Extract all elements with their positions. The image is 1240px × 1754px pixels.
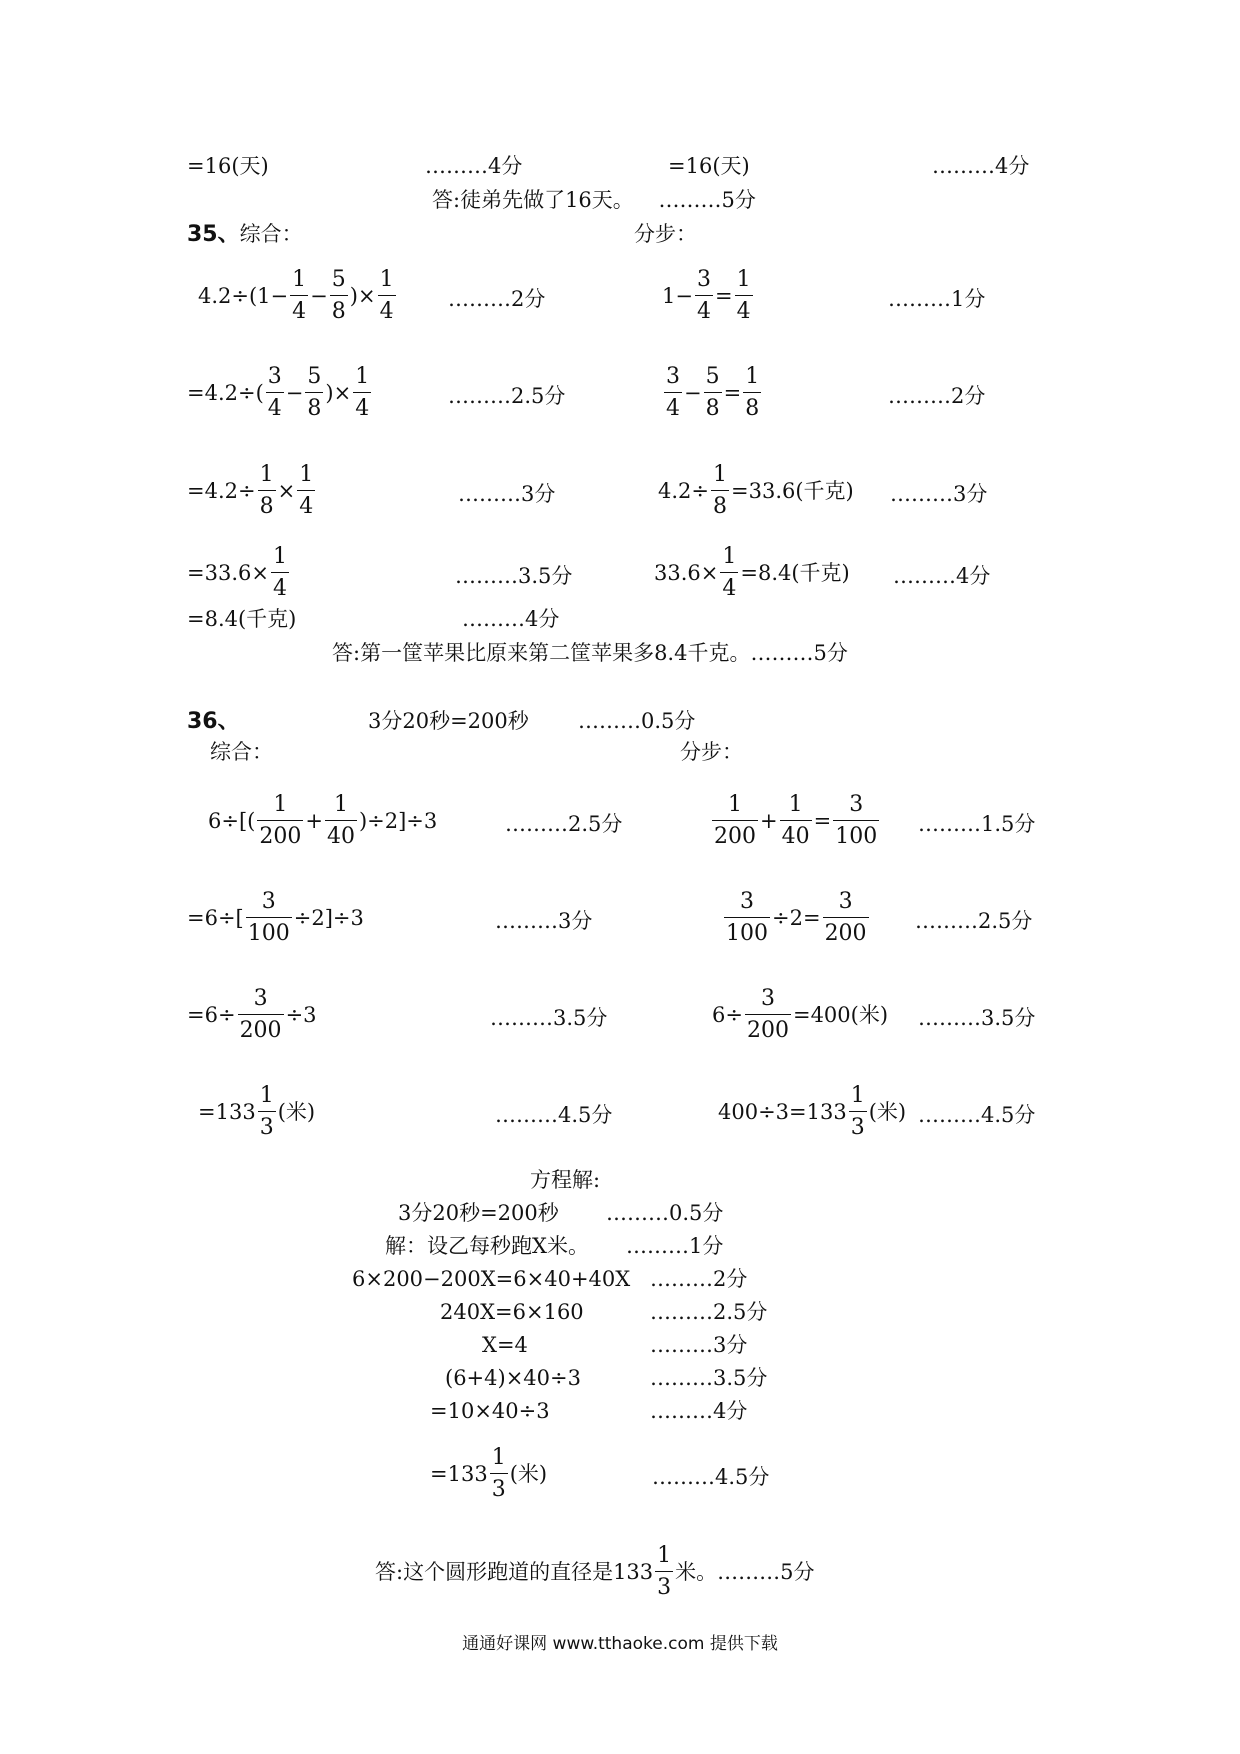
q36-left-title: 综合：	[210, 740, 273, 764]
q36-eq-score-1: ………0.5分	[606, 1201, 724, 1225]
expr-text: =4.2÷(	[187, 380, 264, 405]
q36-combined-score-2: ………3分	[495, 909, 593, 933]
q36-combined-line-1	[208, 793, 437, 849]
q35-combined-score-1: ………2分	[448, 287, 546, 311]
denominator: 200	[239, 1018, 282, 1044]
denominator: 100	[835, 824, 878, 850]
q35-combined-score-4: ………3.5分	[455, 564, 573, 588]
numerator: 3	[745, 987, 791, 1015]
numerator: 1	[258, 463, 276, 491]
q36-step-line-1	[710, 793, 881, 849]
expr-text: =400(米)	[792, 1002, 889, 1027]
q36-conversion: 3分20秒=200秒	[368, 709, 529, 733]
expr-text: 答:这个圆形跑道的直径是133	[375, 1559, 654, 1584]
fraction	[330, 268, 348, 324]
q36-eq-line-8	[430, 1446, 547, 1502]
q36-eq-line-1: 3分20秒=200秒	[398, 1201, 559, 1225]
numerator: 3	[664, 365, 682, 393]
denominator: 4	[292, 299, 307, 325]
q36-eq-score-4: ………2.5分	[650, 1300, 768, 1324]
fraction	[297, 463, 315, 519]
q35-combined-line-5: =8.4(千克)	[187, 607, 297, 631]
q34-result-left: =16(天)	[187, 154, 269, 178]
denominator: 4	[666, 396, 680, 422]
denominator: 8	[259, 494, 274, 520]
expr-text: (米)	[509, 1461, 548, 1486]
q35-combined-score-3: ………3分	[458, 482, 556, 506]
numerator: 1	[712, 793, 758, 821]
q35-header	[187, 224, 303, 246]
denominator: 100	[247, 921, 290, 947]
fraction	[258, 1084, 276, 1140]
expr-text: ÷2]÷3	[293, 905, 364, 930]
q34-answer-score: ………5分	[658, 188, 756, 212]
numerator: 1	[655, 1544, 673, 1572]
q36-answer	[375, 1544, 815, 1600]
q36-eq-score-5: ………3分	[650, 1333, 748, 1357]
fraction	[833, 793, 879, 849]
q36-eq-line-6: (6+4)×40÷3	[445, 1366, 581, 1390]
q36-right-title: 分步：	[680, 740, 743, 764]
numerator: 1	[325, 793, 357, 821]
numerator: 1	[720, 545, 738, 573]
q35-step-line-2	[662, 365, 763, 421]
numerator: 1	[353, 365, 371, 393]
expr-text: 33.6×	[654, 560, 719, 585]
fraction	[712, 793, 758, 849]
q36-step-line-2	[722, 890, 871, 946]
q36-step-score-4: ………4.5分	[918, 1103, 1036, 1127]
denominator: 8	[713, 494, 727, 520]
fraction	[266, 365, 284, 421]
numerator: 1	[290, 268, 308, 296]
fraction	[353, 365, 371, 421]
numerator: 3	[695, 268, 713, 296]
operator: +	[760, 808, 778, 833]
fraction	[257, 793, 303, 849]
expr-text: 米。………5分	[675, 1559, 815, 1584]
q35-combined-line-3	[187, 463, 317, 519]
expr-text: =6÷	[187, 1002, 236, 1027]
fraction	[743, 365, 761, 421]
denominator: 3	[657, 1575, 672, 1601]
q36-combined-score-1: ………2.5分	[505, 812, 623, 836]
fraction	[325, 793, 357, 849]
expr-text: =133	[198, 1099, 256, 1124]
fraction	[271, 545, 289, 601]
fraction	[290, 268, 308, 324]
denominator: 8	[331, 299, 346, 325]
fraction	[720, 545, 738, 601]
denominator: 200	[746, 1018, 789, 1044]
denominator: 4	[736, 299, 751, 325]
q35-step-line-3	[658, 463, 854, 519]
q36-step-score-2: ………2.5分	[915, 909, 1033, 933]
fraction	[655, 1544, 673, 1600]
fraction	[695, 268, 713, 324]
denominator: 4	[722, 576, 737, 602]
page-footer: 通通好课网 www.tthaoke.com 提供下载	[462, 1634, 778, 1654]
operator: =	[813, 808, 832, 833]
expr-text: 4.2÷(1−	[198, 283, 289, 308]
expr-text: 1−	[662, 283, 693, 308]
q36-eq-line-4: 240X=6×160	[440, 1300, 584, 1324]
q35-answer: 答:第一筐苹果比原来第二筐苹果多8.4千克。………5分	[332, 641, 848, 665]
q35-combined-line-4	[187, 545, 291, 601]
q36-eq-score-3: ………2分	[650, 1267, 748, 1291]
expr-text: )÷2]÷3	[358, 808, 438, 833]
operator: ×	[277, 478, 296, 503]
operator: +	[305, 808, 323, 833]
expr-text: )×	[349, 283, 376, 308]
denominator: 200	[824, 921, 867, 947]
q36-combined-score-3: ………3.5分	[490, 1006, 608, 1030]
denominator: 8	[307, 396, 322, 422]
denominator: 3	[259, 1115, 274, 1141]
denominator: 40	[781, 824, 810, 850]
fraction	[258, 463, 276, 519]
fraction	[823, 890, 869, 946]
numerator: 1	[711, 463, 729, 491]
q36-eq-score-2: ………1分	[626, 1234, 724, 1258]
numerator: 1	[258, 1084, 276, 1112]
denominator: 4	[272, 576, 287, 602]
fraction	[704, 365, 722, 421]
q36-eq-score-7: ………4分	[650, 1399, 748, 1423]
expr-text: =33.6×	[187, 560, 269, 585]
q36-combined-line-3	[187, 987, 317, 1043]
numerator: 3	[266, 365, 284, 393]
operator: ÷2=	[772, 905, 821, 930]
denominator: 4	[696, 299, 711, 325]
numerator: 1	[257, 793, 303, 821]
fraction	[490, 1446, 508, 1502]
operator: −	[285, 380, 304, 405]
denominator: 100	[726, 921, 768, 947]
q35-combined-score-5: ………4分	[462, 607, 560, 631]
numerator: 1	[378, 268, 396, 296]
q35-label: 35、	[187, 222, 240, 247]
expr-text: 6÷[(	[208, 808, 256, 833]
q36-equation-title: 方程解:	[530, 1168, 601, 1192]
q34-score-left: ………4分	[425, 154, 523, 178]
q36-combined-line-2	[187, 890, 364, 946]
numerator: 3	[724, 890, 770, 918]
expr-text: )×	[325, 380, 352, 405]
q35-left-title: 综合：	[239, 222, 303, 246]
expr-text: 6÷	[712, 1002, 743, 1027]
q34-answer-text: 答:徒弟先做了16天。	[432, 188, 634, 212]
expr-text: (米)	[868, 1099, 907, 1124]
q36-eq-score-8: ………4.5分	[652, 1465, 770, 1489]
expr-text: =133	[430, 1461, 488, 1486]
denominator: 40	[326, 824, 355, 850]
expr-text: =8.4(千克)	[740, 560, 850, 585]
numerator: 1	[490, 1446, 508, 1474]
denominator: 200	[714, 824, 756, 850]
numerator: 3	[246, 890, 292, 918]
fraction	[246, 890, 292, 946]
numerator: 1	[297, 463, 315, 491]
numerator: 1	[780, 793, 812, 821]
fraction	[305, 365, 323, 421]
q36-eq-line-2: 解：设乙每秒跑X米。	[385, 1234, 589, 1258]
denominator: 4	[355, 396, 370, 422]
denominator: 200	[259, 824, 302, 850]
fraction	[238, 987, 284, 1043]
q35-step-score-1: ………1分	[888, 287, 986, 311]
numerator: 3	[833, 793, 879, 821]
q34-score-right: ………4分	[932, 154, 1030, 178]
numerator: 1	[743, 365, 761, 393]
operator: =	[714, 283, 733, 308]
q35-combined-line-1	[198, 268, 398, 324]
q36-step-line-4	[718, 1084, 906, 1140]
q36-conversion-score: ………0.5分	[578, 709, 696, 733]
q34-result-right: =16(天)	[668, 154, 750, 178]
expr-text: =6÷[	[187, 905, 244, 930]
q35-combined-line-2	[187, 365, 373, 421]
denominator: 3	[491, 1477, 506, 1503]
q35-step-score-2: ………2分	[888, 384, 986, 408]
numerator: 5	[305, 365, 323, 393]
numerator: 1	[271, 545, 289, 573]
fraction	[849, 1084, 867, 1140]
q35-step-score-4: ………4分	[893, 564, 991, 588]
q36-eq-score-6: ………3.5分	[650, 1366, 768, 1390]
denominator: 4	[379, 299, 394, 325]
numerator: 5	[704, 365, 722, 393]
q35-right-title: 分步：	[634, 222, 697, 246]
numerator: 1	[849, 1084, 867, 1112]
numerator: 5	[330, 268, 348, 296]
fraction	[711, 463, 729, 519]
expr-text: 400÷3=133	[718, 1099, 847, 1124]
operator: −	[310, 283, 328, 308]
q36-step-score-3: ………3.5分	[918, 1006, 1036, 1030]
denominator: 3	[850, 1115, 865, 1141]
fraction	[664, 365, 682, 421]
fraction	[745, 987, 791, 1043]
q35-step-line-1	[662, 268, 755, 324]
expr-text: (米)	[277, 1099, 316, 1124]
q36-combined-score-4: ………4.5分	[495, 1103, 613, 1127]
expr-text: =4.2÷	[187, 478, 256, 503]
operator: −	[684, 380, 702, 405]
q36-label	[187, 711, 240, 733]
fraction	[724, 890, 770, 946]
denominator: 8	[705, 396, 720, 422]
fraction	[780, 793, 812, 849]
denominator: 8	[745, 396, 760, 422]
q36-label-text: 36、	[187, 709, 240, 734]
q35-combined-score-2: ………2.5分	[448, 384, 566, 408]
numerator: 3	[238, 987, 284, 1015]
numerator: 3	[823, 890, 869, 918]
q36-combined-line-4	[198, 1084, 315, 1140]
expr-text: =33.6(千克)	[731, 478, 854, 503]
fraction	[378, 268, 396, 324]
fraction	[735, 268, 753, 324]
numerator: 1	[735, 268, 753, 296]
operator: =	[723, 380, 742, 405]
expr-text: 4.2÷	[658, 478, 709, 503]
expr-text: ÷3	[285, 1002, 317, 1027]
q34-answer	[432, 190, 756, 211]
denominator: 4	[299, 494, 314, 520]
q36-eq-line-7: =10×40÷3	[430, 1399, 550, 1423]
q36-eq-line-5: X=4	[482, 1333, 528, 1357]
q36-step-score-1: ………1.5分	[918, 812, 1036, 836]
q35-step-score-3: ………3分	[890, 482, 988, 506]
denominator: 4	[267, 396, 282, 422]
q36-step-line-3	[712, 987, 888, 1043]
q35-step-line-4	[654, 545, 850, 601]
q36-eq-line-3: 6×200−200X=6×40+40X	[352, 1267, 631, 1291]
